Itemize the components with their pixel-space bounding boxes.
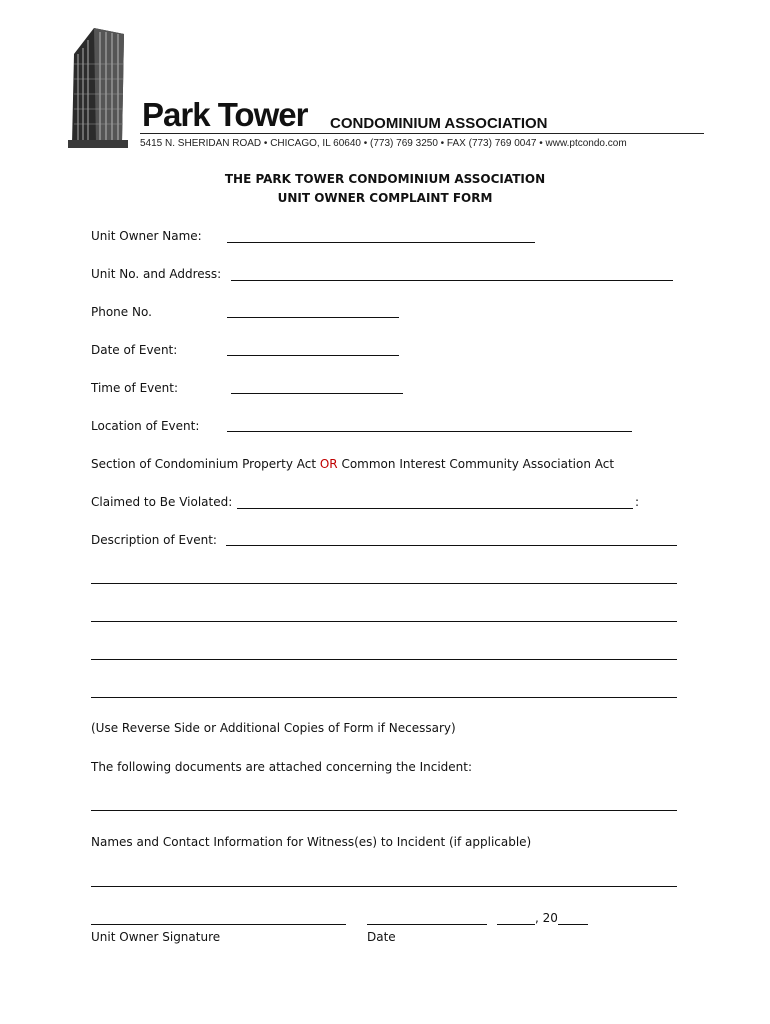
section-text-b: Common Interest Community Association Act	[337, 457, 615, 471]
owner-name-field[interactable]	[227, 242, 535, 243]
date-sig-label: Date	[367, 930, 396, 944]
description-field-line[interactable]	[91, 583, 677, 584]
unit-address-label: Unit No. and Address:	[91, 267, 222, 281]
claimed-colon: :	[635, 495, 640, 509]
description-field-line[interactable]	[91, 621, 677, 622]
date-sig-field[interactable]	[367, 924, 487, 925]
phone-field[interactable]	[227, 317, 399, 318]
reverse-note: (Use Reverse Side or Additional Copies of Form if Necessary)	[91, 721, 456, 735]
witness-label: Names and Contact Information for Witness(es) to Incident (if applicable)	[91, 835, 532, 849]
witness-field[interactable]	[91, 886, 677, 887]
phone-label: Phone No.	[91, 305, 152, 319]
section-statement	[91, 456, 614, 472]
signature-field[interactable]	[91, 924, 346, 925]
description-field-line[interactable]	[226, 545, 677, 546]
day-field[interactable]	[497, 924, 535, 925]
time-field[interactable]	[231, 393, 403, 394]
section-or: OR	[319, 457, 338, 471]
date-field[interactable]	[227, 355, 399, 356]
date-label: Date of Event:	[91, 343, 178, 357]
year-field[interactable]	[558, 924, 588, 925]
location-field[interactable]	[227, 431, 632, 432]
description-field-line[interactable]	[91, 697, 677, 698]
claimed-field[interactable]	[237, 508, 633, 509]
association-name: Park Tower	[142, 96, 308, 133]
letterhead-rule	[140, 133, 704, 134]
time-label: Time of Event:	[91, 381, 178, 395]
documents-label: The following documents are attached concerning the Incident:	[91, 760, 473, 774]
claimed-label: Claimed to Be Violated:	[91, 495, 233, 509]
form-title-line1: THE PARK TOWER CONDOMINIUM ASSOCIATION	[224, 172, 546, 186]
year-prefix: , 20	[535, 911, 558, 925]
location-label: Location of Event:	[91, 419, 200, 433]
description-field-line[interactable]	[91, 659, 677, 660]
signature-label: Unit Owner Signature	[91, 930, 221, 944]
association-address: 5415 N. SHERIDAN ROAD • CHICAGO, IL 60640 • (773) 769 3250 • FAX (773) 769 0047 • www.ptcondo.com	[140, 138, 627, 149]
section-text-a: Section of Condominium Property Act	[91, 457, 320, 471]
documents-field[interactable]	[91, 810, 677, 811]
building-logo	[66, 24, 128, 150]
description-label: Description of Event:	[91, 533, 217, 547]
form-title-line2: UNIT OWNER COMPLAINT FORM	[277, 191, 493, 205]
association-subtitle: CONDOMINIUM ASSOCIATION	[330, 115, 548, 132]
unit-address-field[interactable]	[231, 280, 673, 281]
owner-name-label: Unit Owner Name:	[91, 229, 202, 243]
